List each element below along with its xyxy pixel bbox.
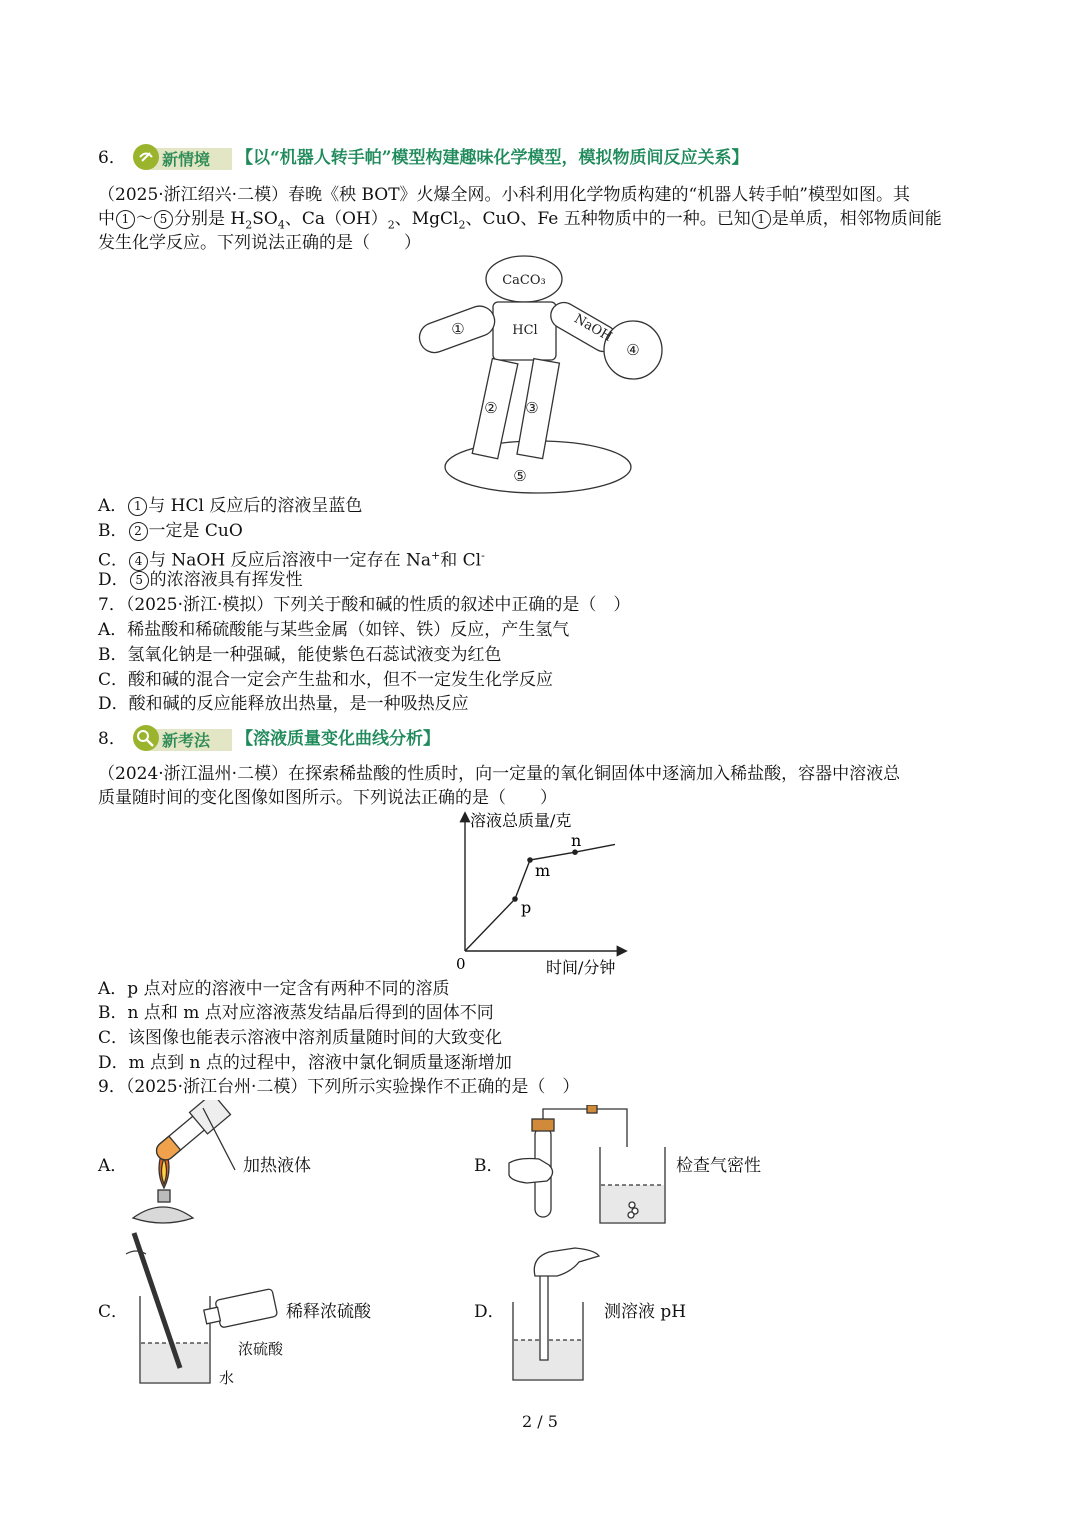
q9-caption-c: 稀释浓硫酸: [286, 1302, 371, 1322]
q6-option-c: C． 4 与 NaOH 反应后溶液中一定存在 Na+和 Cl-: [98, 549, 485, 571]
q8-tag: 【溶液质量变化曲线分析】: [236, 729, 440, 749]
alcohol-lamp: [133, 1207, 193, 1223]
q8-badge: [130, 724, 234, 754]
q6-stem-line3: 发生化学反应。下列说法正确的是（ ）: [98, 233, 421, 253]
q7-option-c: C．酸和碱的混合一定会产生盐和水，但不一定发生化学反应: [98, 670, 554, 690]
q6-stem-line1: （2025·浙江绍兴·二模）春晚《秧 BOT》火爆全网。小科利用化学物质构建的“机器人转手帕”模型如图。其: [98, 185, 910, 205]
q6-option-a: A． 1 与 HCl 反应后的溶液呈蓝色: [98, 496, 363, 516]
airtightness-illustration: [505, 1105, 675, 1225]
q7-option-b: B．氢氧化钠是一种强碱，能使紫色石蕊试液变为红色: [98, 645, 502, 665]
q9-label-water: 水: [219, 1369, 235, 1387]
q6-badge: [130, 143, 234, 173]
hand: [534, 1248, 599, 1276]
q9-caption-b: 检查气密性: [676, 1156, 761, 1176]
q7-option-a: A．稀盐酸和稀硫酸能与某些金属（如锌、铁）反应，产生氢气: [98, 620, 570, 640]
label-4: ④: [626, 341, 640, 359]
robot-model-figure: [410, 252, 670, 497]
point-label-m: m: [535, 861, 551, 880]
q8-option-d: D．m 点到 n 点的过程中，溶液中氯化铜质量逐渐增加: [98, 1053, 512, 1073]
q6-option-d: D． 5 的浓溶液具有挥发性: [98, 570, 303, 590]
q8-option-a: A．p 点对应的溶液中一定含有两种不同的溶质: [98, 979, 450, 999]
q8-stem-line1: （2024·浙江温州·二模）在探索稀盐酸的性质时，向一定量的氧化铜固体中逐滴加入稀盐酸，容器中溶液总: [98, 764, 901, 784]
label-2: ②: [484, 399, 498, 417]
point-p: [512, 896, 518, 902]
q6-stem-line2: 中 1 ～ 5 分别是 $H_2SO_4$、$Ca(OH)_2$、MgCl$_2$、CuO、Fe 五种物质中的一种。已知 1 是单质，相邻物质间能: [98, 209, 942, 232]
heating-liquid-illustration: [125, 1100, 245, 1230]
x-axis-label: 时间/分钟: [546, 958, 616, 977]
dilute-acid-illustration: [122, 1228, 297, 1393]
badge-icon: [133, 725, 159, 751]
circle-1b: 1: [752, 210, 771, 229]
point-m: [527, 857, 533, 863]
q7-stem: 7．（2025·浙江·模拟）下列关于酸和碱的性质的叙述中正确的是（ ）: [98, 595, 631, 615]
q8-stem-line2: 质量随时间的变化图像如图所示。下列说法正确的是（ ）: [98, 788, 557, 808]
q9-stem: 9．（2025·浙江台州·二模）下列所示实验操作不正确的是（ ）: [98, 1077, 580, 1097]
label-1: ①: [451, 320, 465, 338]
q9-option-a-label: A．: [98, 1156, 128, 1176]
arm-label: NaOH: [571, 311, 615, 346]
circle-5: 5: [154, 210, 173, 229]
body-label: HCl: [512, 323, 538, 338]
q8-number: 8．: [98, 729, 126, 749]
ph-test-illustration: [505, 1240, 610, 1390]
label-3: ③: [525, 399, 539, 417]
point-label-p: p: [521, 898, 532, 917]
y-axis-label: 溶液总质量/克: [470, 811, 572, 830]
mass-time-chart: [440, 806, 640, 978]
q6-option-b: B． 2 一定是 CuO: [98, 521, 243, 541]
q9-label-acid: 浓硫酸: [238, 1340, 284, 1358]
stopper: [532, 1119, 554, 1131]
ph-strip: [540, 1270, 548, 1360]
label-5: ⑤: [513, 467, 527, 485]
q9-caption-d: 测溶液 pH: [604, 1302, 687, 1322]
q6-number: 6．: [98, 148, 126, 168]
point-label-n: n: [571, 831, 582, 851]
q8-option-c: C．该图像也能表示溶液中溶剂质量随时间的大致变化: [98, 1028, 503, 1048]
origin-label: 0: [456, 955, 466, 973]
q9-option-d-label: D．: [474, 1302, 505, 1322]
reagent-bottle: [215, 1289, 278, 1328]
badge-label: 新考法: [162, 731, 211, 750]
q8-option-b: B．n 点和 m 点对应溶液蒸发结晶后得到的固体不同: [98, 1003, 494, 1023]
q6-tag: 【以“机器人转手帕”模型构建趣味化学模型，模拟物质间反应关系】: [236, 148, 749, 168]
q9-option-b-label: B．: [474, 1156, 504, 1176]
q9-caption-a: 加热液体: [243, 1156, 311, 1176]
q9-option-c-label: C．: [98, 1302, 129, 1322]
page-number: 2 / 5: [522, 1412, 558, 1431]
head-label: CaCO₃: [502, 273, 546, 288]
point-n: [572, 849, 578, 855]
circle-1: 1: [116, 210, 135, 229]
q7-option-d: D．酸和碱的反应能释放出热量，是一种吸热反应: [98, 694, 469, 714]
badge-label: 新情境: [162, 150, 211, 169]
